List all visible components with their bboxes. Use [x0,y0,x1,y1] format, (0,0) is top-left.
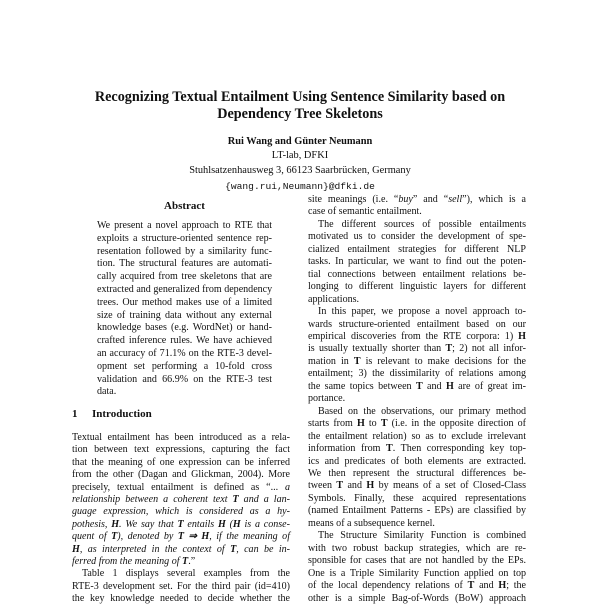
text-line: Textual entailment has been introduced as a rela- [72,432,290,443]
text-line: exploits a structure-oriented sentence rep- [97,232,272,244]
text-run: and [343,480,367,492]
emphasized-text: T [177,518,184,530]
emphasized-text: T [182,556,189,568]
emphasized-text: T [230,543,237,555]
emphasized-text: ( [225,518,233,530]
emphasized-text: ), denoted by [117,531,178,543]
emphasized-text: H [498,580,507,592]
emphasized-text: H [72,543,80,555]
text-run: site meanings (i.e. “ [308,194,399,205]
text-run: tween [308,480,337,492]
text-line: extracted and generalized from dependency [97,283,273,295]
emphasized-text: T [380,418,388,430]
emphasized-text: T [111,531,118,543]
text-run: .” [188,556,196,568]
text-line: longing to different linguistic layers for different [308,281,526,293]
abstract-heading: Abstract [164,200,205,212]
section-number: 1 [72,408,78,420]
text-line: RTE-3 development set. For the third pair (id=410) [72,580,290,592]
text-line: trees. Our method makes use of a limited [97,296,272,308]
text-line: the entailment relation) so as to exclude irrelevant [308,430,526,442]
text-run: mation in [308,355,354,367]
text-line [72,556,290,568]
text-line [308,356,526,368]
text-line [308,580,526,592]
text-line: crafted inference rules. We have achieved [97,335,272,347]
emphasized-text: a [284,481,290,493]
text-run: and [474,580,499,592]
text-line: means of a subsequence kernel. [308,517,435,529]
text-line [308,381,526,393]
text-line: validation and 66.9% on the RTE-3 test [97,373,272,385]
emphasized-text: guage expression, which is considered as a hy- [72,506,290,518]
text-line: size of training data without any external [97,309,272,321]
introduction-right-body [308,194,526,605]
emphasized-text: entails [183,518,218,530]
text-line [72,531,290,543]
text-line: that the meaning of one expression can be inferred [72,456,290,468]
emphasized-text: ferred from the meaning of [72,556,183,568]
text-line: cialized entailment strategies for different NLP [308,243,526,255]
text-line: The different sources of possible entailments [318,218,526,230]
emphasized-text: . We say that [119,518,178,530]
emphasized-text: T [386,443,393,455]
emphasized-text: H [518,330,526,342]
text-line: from the other (Dagan and Glickman, 2004). More [72,469,290,481]
text-line: The Structure Similarity Function is combined [318,530,526,542]
text-run: ”), which is a [462,194,526,205]
text-run: are of great im- [453,380,527,392]
text-line [308,480,526,492]
emphasized-text: T [415,380,423,392]
text-line [72,544,290,556]
text-line: with two robust backup strategies, which are re- [308,542,526,554]
emphasized-text: is a conse- [240,518,290,530]
text-line: We present a novel approach to RTE that [97,220,272,231]
emphasized-text: T [445,343,453,355]
text-line: data. [97,386,117,398]
text-line: applications. [308,293,360,305]
text-line: the key knowledge needed to decide whether the [72,593,290,605]
emphasized-text: T [467,580,475,592]
emphasized-text: and a lan- [238,494,290,506]
text-line: opment set performing a 10-fold cross [97,360,272,372]
text-run: of the local dependency relations of [308,580,468,592]
text-line [308,331,526,343]
abstract-body [97,220,272,399]
emphasized-text: relationship between a coherent text [72,494,233,506]
emphasized-text: H [217,518,226,530]
emphasized-text: T ⇒ H [177,531,210,543]
text-line: tial connections between entailment relations be- [308,268,526,280]
text-run: the same topics between [308,380,416,392]
introduction-left-body [72,432,290,606]
text-line: sponsible for cases that are not handled by the EPs. [308,555,526,567]
text-run: precisely, textual entailment is defined as “... [72,481,285,493]
text-line: resentation followed by a similarity func- [97,245,272,257]
text-line: tion between text expressions, capturing the fact [72,444,290,456]
text-line: an accuracy of 71.1% on the RTE-3 devel- [97,347,272,359]
text-line: Symbols. Finally, these acquired representations [308,492,526,504]
emphasized-text: , can be in- [236,543,290,555]
text-line [72,506,290,518]
emphasized-text: T [336,480,344,492]
text-line: knowledge bases (e.g. WordNet) or hand- [97,322,272,334]
address: Stuhlsatzenhausweg 3, 66123 Saarbrücken, Germany [189,165,411,176]
section-heading-introduction: Introduction [92,408,152,420]
text-run: (i.e. in the opposite direction of [387,418,526,430]
email: {wang.rui,Neumann}@dfki.de [225,181,375,192]
emphasized-text: T [353,355,361,367]
text-line [308,418,526,430]
text-run: ; the [506,580,527,592]
emphasized-text: , as interpreted in the context of [79,543,231,555]
text-line: In this paper, we propose a novel approach to- [318,306,526,318]
text-line [308,194,526,206]
text-line: Based on the observations, our primary method [318,405,526,417]
text-line: case of semantic entailment. [308,206,422,218]
text-line: motivated us to consider the development of spe- [308,231,526,243]
text-run: is relevant to make decisions for the [360,355,526,367]
paper-title-line-2: Dependency Tree Skeletons [217,106,383,122]
emphasized-text: quent of [72,531,112,543]
emphasized-text: H [366,480,375,492]
emphasized-text: H [111,518,120,530]
text-line [308,343,526,355]
text-line: ics and predicates of both elements are extracted. [308,455,526,467]
text-line: cally acquired from tree skeletons that are [97,271,272,283]
emphasized-text: H [445,380,454,392]
paper-title-line-1: Recognizing Textual Entailment Using Sentence Similarity based on [94,89,506,105]
emphasized-text: sell [448,194,463,205]
emphasized-text: pothesis, [72,518,112,530]
text-run: is usually textually shorter than [308,343,446,355]
text-run: by means of a set of Closed-Class [374,480,526,492]
text-line: One is a Triple Similarity Function applied on top [308,567,526,579]
text-run: information from [308,443,387,455]
text-line: other is a simple Bag-of-Words (BoW) approach [308,592,526,604]
affiliation: LT-lab, DFKI [271,150,329,161]
text-run: and [422,380,446,392]
text-line [308,443,526,455]
text-line: entailment; 3) the dissimilarity of relations among [308,368,526,380]
emphasized-text: , if the meaning of [209,531,290,543]
emphasized-text: H [356,418,365,430]
text-run: . Then corresponding key top- [392,443,526,455]
text-run: empirical discoveries from the RTE corpora: 1) [308,330,519,342]
text-line: Table 1 displays several examples from the [82,568,290,580]
text-line [72,519,290,531]
text-line: wards structure-oriented entailment based on our [308,318,526,330]
emphasized-text: T [232,494,239,506]
emphasized-text: buy [398,194,413,205]
text-run: ; 2) not all infor- [452,343,526,355]
text-line [72,494,290,506]
text-line: (named Entailment Patterns - EPs) are classified by [308,505,526,517]
text-line: tasks. In particular, we want to find out the poten- [308,256,526,268]
emphasized-text: H [232,518,241,530]
text-run: to [364,418,381,430]
text-line: We then represent the structural differences be- [308,467,526,479]
authors: Rui Wang and Günter Neumann [227,136,373,147]
text-run: starts from [308,418,357,430]
text-line: portance. [308,393,346,405]
text-run: ” and “ [412,194,449,205]
text-line: tion. The structural features are automati- [97,258,272,270]
text-line [72,482,290,494]
